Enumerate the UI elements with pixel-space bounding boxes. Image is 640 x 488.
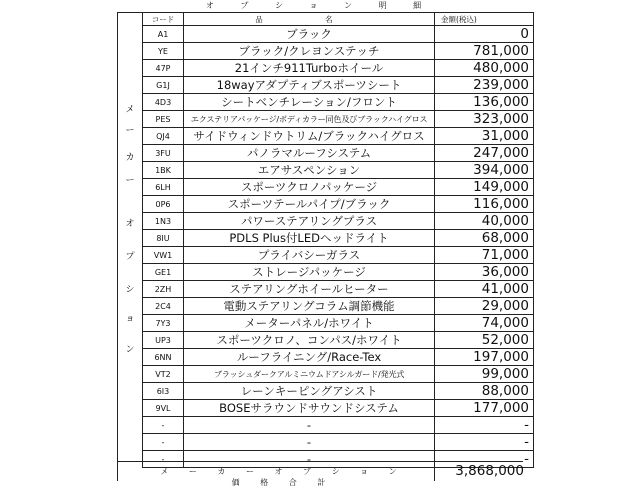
row-code: 4D3	[143, 94, 184, 111]
table-row	[143, 77, 534, 94]
row-code: 47P	[143, 60, 184, 77]
row-code: UP3	[143, 332, 184, 349]
table-row	[143, 264, 534, 281]
row-price: -	[435, 451, 534, 468]
row-code: VT2	[143, 366, 184, 383]
row-price: 480,000	[435, 60, 534, 77]
side-label-char: シ	[125, 285, 135, 295]
row-price: 71,000	[435, 247, 534, 264]
row-name: ストレージパッケージ	[184, 264, 435, 281]
row-code: 0P6	[143, 196, 184, 213]
row-code: PES	[143, 111, 184, 128]
table-row	[143, 434, 534, 451]
row-name: スポーツクロノ、コンパス/ホワイト	[184, 332, 435, 349]
side-label-char: ー	[125, 126, 135, 136]
row-price: 197,000	[435, 349, 534, 366]
side-label-char: ョ	[125, 314, 135, 324]
header-price: 金額(税込)	[435, 13, 534, 26]
table-row	[143, 43, 534, 60]
table-row	[143, 213, 534, 230]
row-code: VW1	[143, 247, 184, 264]
row-price: 116,000	[435, 196, 534, 213]
row-code: 6I3	[143, 383, 184, 400]
row-price: -	[435, 417, 534, 434]
table-row	[143, 383, 534, 400]
row-code: -	[143, 434, 184, 451]
row-name: プライバシーガラス	[184, 247, 435, 264]
side-label-char: ン	[125, 345, 135, 355]
row-code: 3FU	[143, 145, 184, 162]
row-price: 88,000	[435, 383, 534, 400]
options-table	[142, 12, 534, 468]
row-code: 7Y3	[143, 315, 184, 332]
row-price: 239,000	[435, 77, 534, 94]
row-price: 99,000	[435, 366, 534, 383]
row-price: -	[435, 434, 534, 451]
row-price: 74,000	[435, 315, 534, 332]
row-name: -	[184, 417, 435, 434]
table-row	[143, 332, 534, 349]
row-name: エクステリアパッケージ/ボディカラー同色及びブラックハイグロス	[184, 111, 435, 128]
side-label-char: メ	[125, 105, 135, 115]
row-name: レーンキーピングアシスト	[184, 383, 435, 400]
row-price: 136,000	[435, 94, 534, 111]
header-code: コード	[143, 13, 184, 26]
table-row	[143, 349, 534, 366]
row-name: ブラック	[184, 26, 435, 43]
row-price: 394,000	[435, 162, 534, 179]
row-price: 40,000	[435, 213, 534, 230]
side-label-char: プ	[125, 252, 135, 262]
row-name: 電動ステアリングコラム調節機能	[184, 298, 435, 315]
row-code: A1	[143, 26, 184, 43]
side-label-char: カ	[125, 153, 135, 163]
row-code: 8IU	[143, 230, 184, 247]
table-row	[143, 179, 534, 196]
row-price: 0	[435, 26, 534, 43]
row-code: 6NN	[143, 349, 184, 366]
table-row	[143, 162, 534, 179]
table-row	[143, 26, 534, 43]
row-price: 247,000	[435, 145, 534, 162]
row-name: シートベンチレーション/フロント	[184, 94, 435, 111]
row-name: 18wayアダプティブスポーツシート	[184, 77, 435, 94]
table-row	[143, 145, 534, 162]
row-code: G1J	[143, 77, 184, 94]
row-name: -	[184, 451, 435, 468]
row-code: QJ4	[143, 128, 184, 145]
row-name: PDLS Plus付LEDヘッドライト	[184, 230, 435, 247]
row-code: 1N3	[143, 213, 184, 230]
row-name: スポーツテールパイプ/ブラック	[184, 196, 435, 213]
row-code: -	[143, 417, 184, 434]
row-name: ブラック/クレヨンステッチ	[184, 43, 435, 60]
row-name: ステアリングホイールヒーター	[184, 281, 435, 298]
table-header-row	[143, 13, 534, 26]
row-price: 68,000	[435, 230, 534, 247]
side-label-char: オ	[125, 219, 135, 229]
row-name: メーターパネル/ホワイト	[184, 315, 435, 332]
table-row	[143, 230, 534, 247]
table-row	[143, 417, 534, 434]
total-value: 3,868,000	[434, 462, 524, 481]
sheet-title: オ プ シ ョ ン 明 細	[117, 0, 522, 13]
option-detail-sheet	[117, 0, 529, 487]
row-price: 781,000	[435, 43, 534, 60]
table-row	[143, 94, 534, 111]
table-row	[143, 315, 534, 332]
table-row	[143, 196, 534, 213]
total-label: メ ー カ ー オ プ シ ョ ン 価 格 合 計	[160, 467, 406, 487]
row-code: 1BK	[143, 162, 184, 179]
row-name: -	[184, 434, 435, 451]
row-price: 36,000	[435, 264, 534, 281]
row-price: 323,000	[435, 111, 534, 128]
row-name: BOSEサラウンドサウンドシステム	[184, 400, 435, 417]
row-name: 21インチ911Turboホイール	[184, 60, 435, 77]
row-code: 2C4	[143, 298, 184, 315]
table-row	[143, 298, 534, 315]
table-row	[143, 281, 534, 298]
row-price: 31,000	[435, 128, 534, 145]
side-label-char: ー	[125, 176, 135, 186]
row-name: パワーステアリングプラス	[184, 213, 435, 230]
row-price: 29,000	[435, 298, 534, 315]
header-name: 品 名	[184, 13, 435, 26]
row-name: スポーツクロノパッケージ	[184, 179, 435, 196]
row-code: YE	[143, 43, 184, 60]
row-name: エアサスペンション	[184, 162, 435, 179]
row-price: 41,000	[435, 281, 534, 298]
row-code: -	[143, 451, 184, 468]
row-name: サイドウィンドウトリム/ブラックハイグロス	[184, 128, 435, 145]
row-code: GE1	[143, 264, 184, 281]
table-row	[143, 247, 534, 264]
row-name: ルーフライニング/Race-Tex	[184, 349, 435, 366]
table-row	[143, 400, 534, 417]
row-code: 6LH	[143, 179, 184, 196]
table-row	[143, 128, 534, 145]
table-row	[143, 366, 534, 383]
row-price: 52,000	[435, 332, 534, 349]
row-code: 9VL	[143, 400, 184, 417]
table-row	[143, 111, 534, 128]
row-name: ブラッシュダークアルミニウムドアシルガード/発光式	[184, 366, 435, 383]
table-row	[143, 60, 534, 77]
row-name: パノラマルーフシステム	[184, 145, 435, 162]
side-label	[117, 12, 143, 461]
row-code: 2ZH	[143, 281, 184, 298]
row-price: 149,000	[435, 179, 534, 196]
row-price: 177,000	[435, 400, 534, 417]
total-row	[117, 461, 524, 487]
